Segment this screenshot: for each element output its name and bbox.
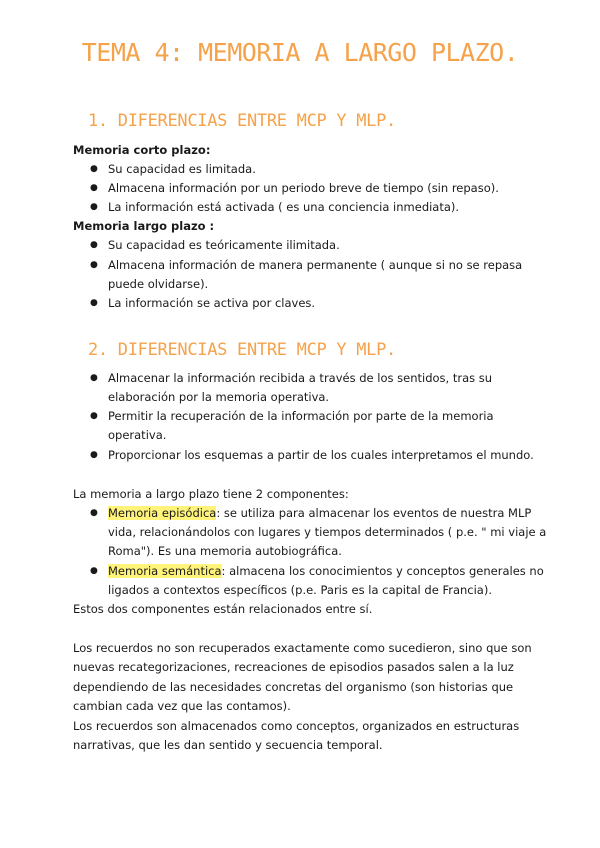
mcp-label: Memoria corto plazo:: [73, 143, 211, 157]
mlp-item-2-cont: puede olvidarse).: [108, 277, 209, 291]
section-2-heading: 2. DIFERENCIAS ENTRE MCP Y MLP.: [88, 340, 396, 360]
section-1-heading: 1. DIFERENCIAS ENTRE MCP Y MLP.: [88, 111, 396, 131]
bullet-icon: ●: [90, 508, 98, 518]
mcp-item-3: La información está activada ( es una conciencia inmediata).: [108, 200, 460, 214]
bullet-icon: ●: [90, 202, 98, 212]
bullet-icon: ●: [90, 260, 98, 270]
bullet-icon: ●: [90, 373, 98, 383]
mlp-item-2: Almacena información de manera permanente ( aunque si no se repasa: [108, 258, 523, 272]
episodic-line-1: [108, 506, 531, 521]
bullet-icon: ●: [90, 566, 98, 576]
bullet-icon: ●: [90, 240, 98, 250]
mcp-item-2: Almacena información por un periodo breve de tiempo (sin repaso).: [108, 181, 499, 195]
semantic-line-2: ligados a contextos específicos (p.e. Paris es la capital de Francia).: [108, 583, 492, 597]
function-item-3: Proporcionar los esquemas a partir de los cuales interpretamos el mundo.: [108, 448, 534, 462]
mlp-item-3: La información se activa por claves.: [108, 296, 316, 310]
bullet-icon: ●: [90, 411, 98, 421]
episodic-term: Memoria episódica: [108, 506, 217, 520]
episodic-line-3: Roma"). Es una memoria autobiográfica.: [108, 544, 342, 558]
bullet-icon: ●: [90, 183, 98, 193]
paragraph-1-line-2: nuevas recategorizaciones, recreaciones de episodios pasados salen a la luz: [73, 660, 514, 674]
paragraph-1-line-1: Los recuerdos no son recuperados exactamente como sucedieron, sino que son: [73, 641, 532, 655]
semantic-term: Memoria semántica: [108, 564, 222, 578]
paragraph-2-line-2: narrativas, que les dan sentido y secuencia temporal.: [73, 738, 383, 752]
bullet-icon: ●: [90, 164, 98, 174]
function-item-2: Permitir la recuperación de la información por parte de la memoria: [108, 409, 494, 423]
episodic-text: : se utiliza para almacenar los eventos de nuestra MLP: [216, 506, 532, 520]
episodic-line-2: vida, relacionándolos con lugares y tiempos determinados ( p.e. " mi viaje a: [108, 525, 547, 539]
semantic-line-1: [108, 564, 544, 579]
mlp-item-1: Su capacidad es teóricamente ilimitada.: [108, 238, 340, 252]
paragraph-1-line-4: cambian cada vez que las contamos).: [73, 699, 291, 713]
paragraph-1-line-3: dependiendo de las necesidades concretas del organismo (son historias que: [73, 680, 514, 694]
function-item-2-cont: operativa.: [108, 428, 167, 442]
bullet-icon: ●: [90, 450, 98, 460]
semantic-text: : almacena los conocimientos y conceptos generales no: [221, 564, 544, 578]
bullet-icon: ●: [90, 298, 98, 308]
components-intro: La memoria a largo plazo tiene 2 componentes:: [73, 487, 349, 501]
page-title: TEMA 4: MEMORIA A LARGO PLAZO.: [81, 38, 519, 67]
components-related: Estos dos componentes están relacionados entre sí.: [73, 602, 373, 616]
mcp-item-1: Su capacidad es limitada.: [108, 162, 256, 176]
function-item-1-cont: elaboración por la memoria operativa.: [108, 390, 330, 404]
function-item-1: Almacenar la información recibida a través de los sentidos, tras su: [108, 371, 493, 385]
paragraph-2-line-1: Los recuerdos son almacenados como conceptos, organizados en estructuras: [73, 719, 520, 733]
mlp-label: Memoria largo plazo :: [73, 219, 215, 233]
